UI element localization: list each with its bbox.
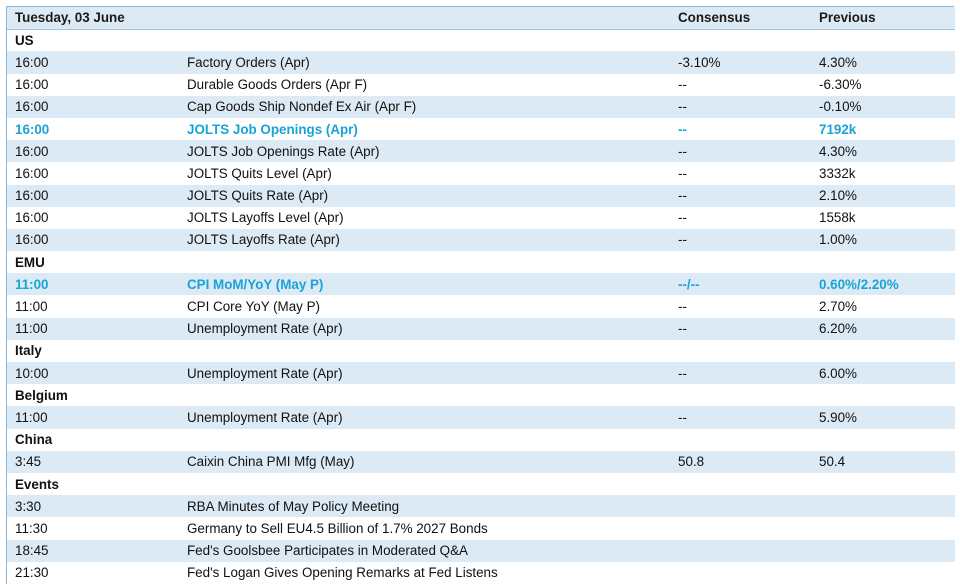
table-row	[7, 295, 955, 317]
section-title: US	[15, 33, 34, 49]
table-row	[7, 118, 955, 140]
time-cell: 16:00	[15, 143, 49, 159]
previous-cell: 2.70%	[819, 299, 857, 315]
consensus-cell: --	[678, 409, 687, 425]
consensus-cell: --	[678, 365, 687, 381]
section-row	[7, 384, 955, 406]
previous-cell	[811, 495, 955, 517]
header-row	[7, 7, 955, 29]
section-row	[7, 473, 955, 495]
event-cell: RBA Minutes of May Policy Meeting	[187, 498, 400, 514]
event-cell: Fed's Goolsbee Participates in Moderated Q&A	[187, 543, 468, 559]
section-title: Events	[15, 476, 59, 492]
time-cell: 16:00	[15, 121, 50, 137]
event-cell: JOLTS Quits Rate (Apr)	[187, 188, 329, 204]
consensus-cell: --	[678, 299, 687, 315]
time-cell: 16:00	[15, 210, 49, 226]
time-cell: 16:00	[15, 232, 49, 248]
section-title: Belgium	[15, 387, 68, 403]
previous-cell: 1558k	[819, 210, 856, 226]
table-row	[7, 406, 955, 428]
date-header: Tuesday, 03 June	[15, 10, 125, 26]
table-row	[7, 162, 955, 184]
event-cell: CPI MoM/YoY (May P)	[187, 276, 324, 292]
event-cell: JOLTS Layoffs Rate (Apr)	[187, 232, 340, 248]
consensus-cell: --/--	[678, 276, 700, 292]
event-cell: Caixin China PMI Mfg (May)	[187, 454, 355, 470]
consensus-cell: -3.10%	[678, 54, 721, 70]
previous-cell: -0.10%	[819, 99, 862, 115]
event-cell: JOLTS Quits Level (Apr)	[187, 165, 332, 181]
economic-calendar	[6, 6, 954, 584]
time-cell: 16:00	[15, 188, 49, 204]
time-cell: 16:00	[15, 54, 49, 70]
previous-cell: 4.30%	[819, 143, 857, 159]
event-cell: Unemployment Rate (Apr)	[187, 409, 343, 425]
table-row	[7, 495, 955, 517]
previous-cell: 3332k	[819, 165, 856, 181]
consensus-cell	[670, 540, 811, 562]
section-title: China	[15, 432, 53, 448]
previous-cell: 50.4	[819, 454, 846, 470]
table-row	[7, 540, 955, 562]
consensus-cell	[670, 517, 811, 539]
previous-cell: 5.90%	[819, 409, 857, 425]
consensus-cell: --	[678, 188, 687, 204]
previous-cell: 0.60%/2.20%	[819, 276, 899, 292]
previous-cell: -6.30%	[819, 77, 862, 93]
event-cell: JOLTS Layoffs Level (Apr)	[187, 210, 344, 226]
previous-cell	[811, 562, 955, 584]
previous-cell: 2.10%	[819, 188, 857, 204]
table-row	[7, 362, 955, 384]
event-cell: CPI Core YoY (May P)	[187, 299, 320, 315]
table-row	[7, 185, 955, 207]
consensus-cell: --	[678, 165, 687, 181]
event-cell: Germany to Sell EU4.5 Billion of 1.7% 2027 Bonds	[187, 520, 488, 536]
consensus-cell: --	[678, 121, 687, 137]
event-cell: JOLTS Job Openings (Apr)	[187, 121, 358, 137]
event-cell: Unemployment Rate (Apr)	[187, 365, 343, 381]
time-cell: 16:00	[15, 99, 49, 115]
table-row	[7, 318, 955, 340]
event-cell: Factory Orders (Apr)	[187, 54, 310, 70]
table-row	[7, 273, 955, 295]
time-cell: 11:30	[15, 520, 48, 536]
table-row	[7, 51, 955, 73]
table-row	[7, 562, 955, 584]
section-row	[7, 29, 955, 51]
previous-cell	[811, 540, 955, 562]
event-cell: JOLTS Job Openings Rate (Apr)	[187, 143, 380, 159]
time-cell: 10:00	[15, 365, 49, 381]
consensus-cell	[670, 562, 811, 584]
calendar-table	[7, 7, 955, 584]
time-cell: 16:00	[15, 77, 49, 93]
time-cell: 16:00	[15, 165, 49, 181]
consensus-cell: --	[678, 321, 687, 337]
time-cell: 11:00	[15, 409, 48, 425]
time-cell: 11:00	[15, 299, 48, 315]
event-cell: Cap Goods Ship Nondef Ex Air (Apr F)	[187, 99, 417, 115]
event-cell: Fed's Logan Gives Opening Remarks at Fed Listens	[187, 565, 498, 581]
time-cell: 11:00	[15, 321, 48, 337]
table-row	[7, 517, 955, 539]
table-row	[7, 229, 955, 251]
time-cell: 3:30	[15, 498, 42, 514]
table-row	[7, 451, 955, 473]
time-cell: 11:00	[15, 276, 49, 292]
consensus-cell: --	[678, 143, 687, 159]
previous-header: Previous	[819, 10, 876, 26]
time-cell: 18:45	[15, 543, 49, 559]
table-row	[7, 74, 955, 96]
section-title: Italy	[15, 343, 42, 359]
consensus-header: Consensus	[678, 10, 751, 26]
table-row	[7, 140, 955, 162]
section-row	[7, 340, 955, 362]
consensus-cell: 50.8	[678, 454, 705, 470]
table-row	[7, 207, 955, 229]
previous-cell	[811, 517, 955, 539]
section-title: EMU	[15, 254, 45, 270]
event-cell: Durable Goods Orders (Apr F)	[187, 77, 368, 93]
event-header	[179, 7, 670, 29]
previous-cell: 6.20%	[819, 321, 857, 337]
consensus-cell: --	[678, 210, 687, 226]
consensus-cell	[670, 495, 811, 517]
event-cell: Unemployment Rate (Apr)	[187, 321, 343, 337]
consensus-cell: --	[678, 77, 687, 93]
previous-cell: 4.30%	[819, 54, 857, 70]
consensus-cell: --	[678, 232, 687, 248]
time-cell: 3:45	[15, 454, 42, 470]
time-cell: 21:30	[15, 565, 49, 581]
previous-cell: 1.00%	[819, 232, 857, 248]
previous-cell: 7192k	[819, 121, 857, 137]
section-row	[7, 251, 955, 273]
previous-cell: 6.00%	[819, 365, 857, 381]
table-row	[7, 96, 955, 118]
consensus-cell: --	[678, 99, 687, 115]
section-row	[7, 429, 955, 451]
